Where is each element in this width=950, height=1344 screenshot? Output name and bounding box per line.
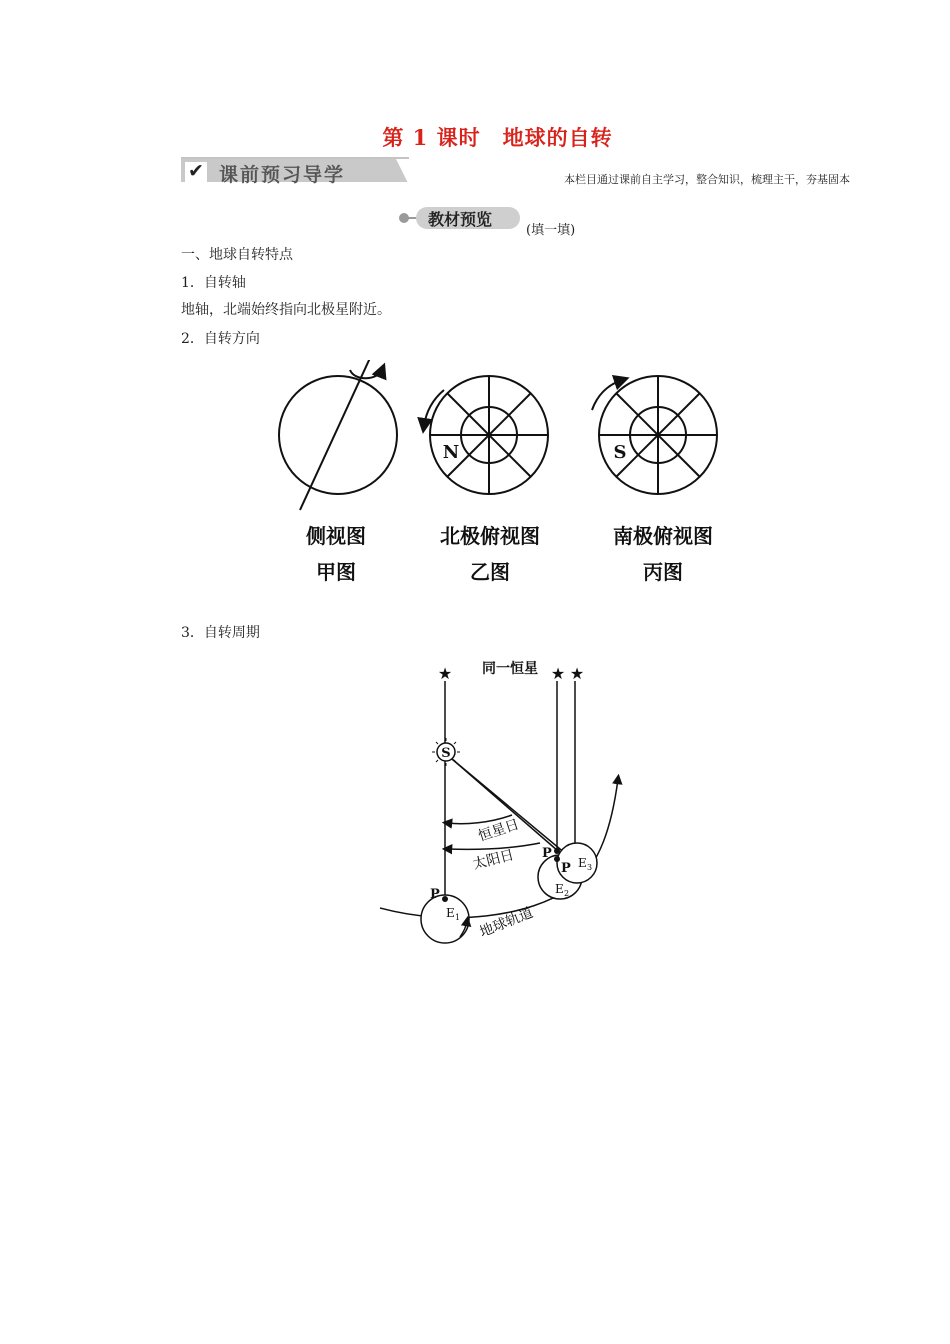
caption-north-view: 北极俯视图 (440, 524, 540, 548)
caption-fig-a: 甲图 (316, 560, 356, 584)
solar-day-label: 太阳日 (471, 847, 516, 873)
page-title: 第 1 课时 地球的自转 (382, 125, 613, 150)
side-view-globe (279, 360, 397, 510)
caption-fig-c: 丙图 (643, 560, 683, 584)
caption-south-view: 南极俯视图 (613, 524, 713, 548)
north-pole-view (424, 376, 548, 494)
south-pole-label: S (613, 442, 627, 463)
earth-e1 (421, 887, 469, 943)
pill-label: 教材预览 (428, 210, 493, 229)
axis-text: 地轴，北端始终指向北极星附近。 (181, 302, 391, 318)
star-icon: ★ (569, 664, 585, 683)
orbit-label: 地球轨道 (477, 904, 536, 941)
e1-subscript: 1 (455, 913, 461, 922)
caption-fig-b: 乙图 (470, 560, 510, 584)
e2-label: E (555, 882, 564, 896)
p-label: P (430, 887, 440, 902)
p-label: P (561, 861, 571, 876)
item-period: 3．自转周期 (181, 625, 260, 641)
section-banner (181, 156, 850, 190)
p-label: P (542, 846, 552, 861)
e3-label: E (578, 856, 587, 870)
same-star-label: 同一恒星 (482, 661, 538, 677)
caption-side-view: 侧视图 (306, 524, 366, 548)
sidereal-day-label: 恒星日 (476, 816, 522, 845)
section-pill (398, 205, 628, 238)
star-icon: ★ (437, 664, 453, 683)
e2-subscript: 2 (564, 889, 570, 898)
star-icon: ★ (550, 664, 566, 683)
banner-label: 课前预习导学 (219, 164, 346, 186)
north-pole-label: N (442, 442, 460, 463)
south-pole-view (592, 376, 717, 494)
e3-subscript: 3 (587, 863, 593, 872)
heading-rotation-features: 一、地球自转特点 (181, 247, 293, 263)
e1-label: E (446, 906, 455, 920)
rotation-period-figure (0, 655, 950, 955)
check-icon: ✔ (188, 160, 204, 182)
banner-note: 本栏目通过课前自主学习，整合知识，梳理主干，夯基固本 (564, 173, 850, 186)
pill-note: (填一填) (526, 223, 576, 238)
item-axis: 1．自转轴 (181, 275, 246, 291)
rotation-direction-figure (0, 360, 950, 520)
sun-label: S (441, 746, 451, 761)
item-direction: 2．自转方向 (181, 331, 260, 347)
